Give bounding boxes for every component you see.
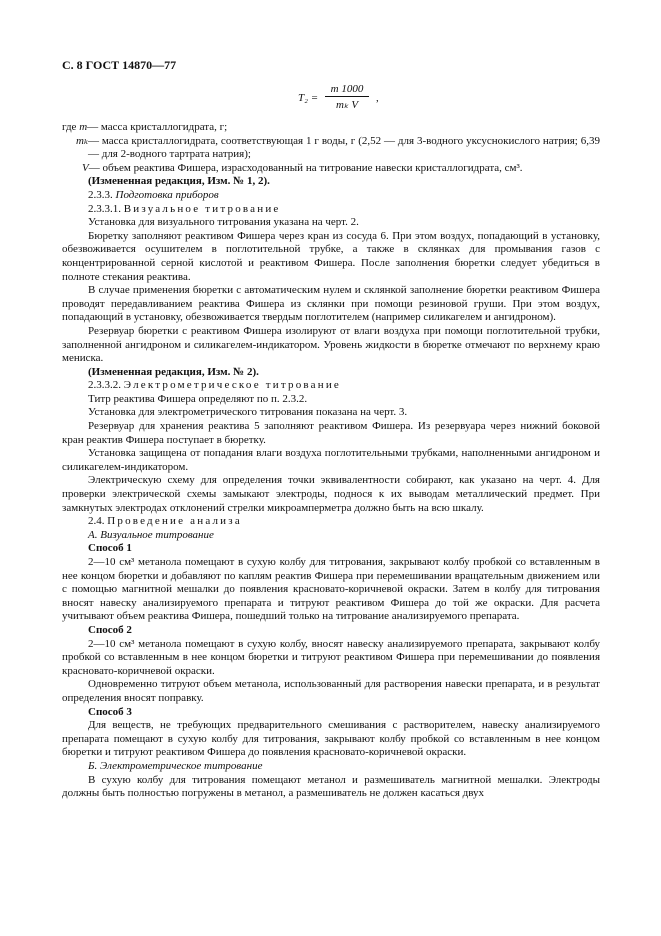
paragraph: В сухую колбу для титрования помещают метанол и размешиватель магнитной мешалки. Электроды должны быть полностью погружены в метанол, а размешиватель не должен касаться двух [62, 773, 600, 800]
formula-lhs: T₂ = [298, 92, 319, 104]
paragraph: Установка для визуального титрования указана на черт. 2. [88, 216, 359, 229]
paragraph: Бюретку заполняют реактивом Фишера через кран из сосуда 6. При этом воздух, попадающий в установку, обезвоживается осушителем в поглотительной трубке, а также в склянках для промывания газов с концентрированной серной кислотой и реактивом Фишера. После заполнения бюретки следует убедиться в полноте стекания реактива. [62, 229, 600, 283]
definition-term: m [79, 121, 88, 133]
section-title: Визуальное титрование [123, 202, 281, 215]
section-number: 2.3.3.1. [88, 202, 124, 215]
method-1-heading: Способ 1 [88, 542, 132, 555]
paragraph: Для веществ, не требующих предварительного смешивания с растворителем, навеску анализируемого препарата помещают в сухую колбу для титрования, закрывают колбу пробкой со вставленным в нее концом бюретки и титруют реактивом Фишера до появления красновато-коричневой окраски. [62, 719, 600, 759]
paragraph: Титр реактива Фишера определяют по п. 2.3.2. [88, 392, 308, 405]
paragraph: Электрическую схему для определения точки эквивалентности собирают, как указано на черт. 4. Для проверки электрической схемы замыкают электроды, поднося к их выводам металлический предмет. При замкнутых электродах отклонений стрелки микроамперметра должно быть на всю шкалу. [62, 474, 600, 514]
section-title: Подготовка приборов [115, 188, 219, 201]
amendment-note: (Измененная редакция, Изм. № 1, 2). [88, 175, 270, 188]
paragraph: В случае применения бюретки с автоматическим нулем и склянкой заполнение бюретки реактивом Фишера проводят передавливанием реактива Фишера из склянки при помощи резиновой груши. При этом воздух, попадающий в установку, обезвоживается твердым поглотителем (например силикагелем и ангидроном). [62, 284, 600, 324]
amendment-note: (Измененная редакция, Изм. № 2). [88, 365, 259, 378]
section-title: Электрометрическое титрование [123, 379, 341, 392]
paragraph: Резервуар для хранения реактива 5 заполняют реактивом Фишера. Из резервуара через нижний боковой кран реактив Фишера поступает в бюретку. [62, 420, 600, 446]
definition-text: — масса кристаллогидрата, соответствующая 1 г воды, г (2,52 — для 3-водного уксуснокислого натрия; 6,39 — для 2-водного тартрата натрия); [87, 134, 600, 161]
section-2-4-heading [62, 515, 600, 529]
formula-denominator: mₖ V [335, 99, 359, 111]
document-body [62, 121, 600, 801]
subsection-electrometric-titration: Б. Электрометрическое титрование [88, 759, 263, 772]
definition-term: mₖ [76, 134, 88, 147]
definition-text: — объем реактива Фишера, израсходованный на титрование навески кристаллогидрата, см³. [88, 161, 523, 174]
section-number: 2.3.3.2. [88, 379, 124, 392]
subsection-visual-titration: А. Визуальное титрование [88, 528, 214, 541]
method-3-heading: Способ 3 [88, 705, 132, 718]
variable-definitions [62, 121, 600, 175]
section-number: 2.3.3. [88, 188, 116, 201]
paragraph: Одновременно титруют объем метанола, использованный для растворения навески препарата, и в результат определения вносят поправку. [62, 678, 600, 704]
section-2-3-3-1-heading [62, 203, 600, 217]
section-number: 2.4. [88, 515, 108, 528]
formula-fraction [325, 83, 369, 111]
section-title: Проведение анализа [107, 515, 242, 528]
paragraph: Установка для электрометрического титрования показана на черт. 3. [88, 406, 408, 419]
section-2-3-3-heading [62, 189, 600, 203]
page-header: С. 8 ГОСТ 14870—77 [62, 58, 177, 72]
paragraph: 2—10 см³ метанола помещают в сухую колбу, вносят навеску анализируемого препарата, закрывают колбу пробкой со вставленным в нее концом бюретки и титруют реактивом Фишера при перемешивании до появления красновато-коричневой окраски. [62, 637, 600, 677]
paragraph: Установка защищена от попадания влаги воздуха поглотительными трубками, наполненными ангидроном и силикагелем-индикатором. [62, 447, 600, 473]
formula-numerator: m 1000 [330, 83, 364, 95]
definition-m [62, 121, 600, 135]
paragraph: Резервуар бюретки с реактивом Фишера изолируют от влаги воздуха при помощи поглотительной трубки, заполненной ангидроном и силикагелем-индикатором. Уровень жидкости в бюретке отмечают по верхнему краю мениска. [62, 324, 600, 365]
section-2-3-3-2-heading [62, 379, 600, 393]
definition-term: V [82, 161, 89, 174]
definition-mk [62, 135, 600, 162]
method-2-heading: Способ 2 [88, 623, 132, 636]
formula-t2 [298, 83, 418, 119]
definition-v [62, 162, 600, 176]
formula-comma: , [376, 92, 379, 104]
definition-text: — масса кристаллогидрата, г; [87, 121, 228, 133]
where-intro: где [62, 121, 77, 133]
paragraph: 2—10 см³ метанола помещают в сухую колбу для титрования, закрывают колбу пробкой со вставленным в нее концом бюретки и добавляют по каплям реактив Фишера при перемешивании вращательным движением или с помощью магнитной мешалки до появления красновато-коричневой окраски. Затем в колбу для титрования вносят навеску анализируемого препарата и титруют реактивом Фишера до той же окраски. Для расчета учитывают объем реактива Фишера, пошедший только на титрование анализируемого препарата. [62, 556, 600, 623]
